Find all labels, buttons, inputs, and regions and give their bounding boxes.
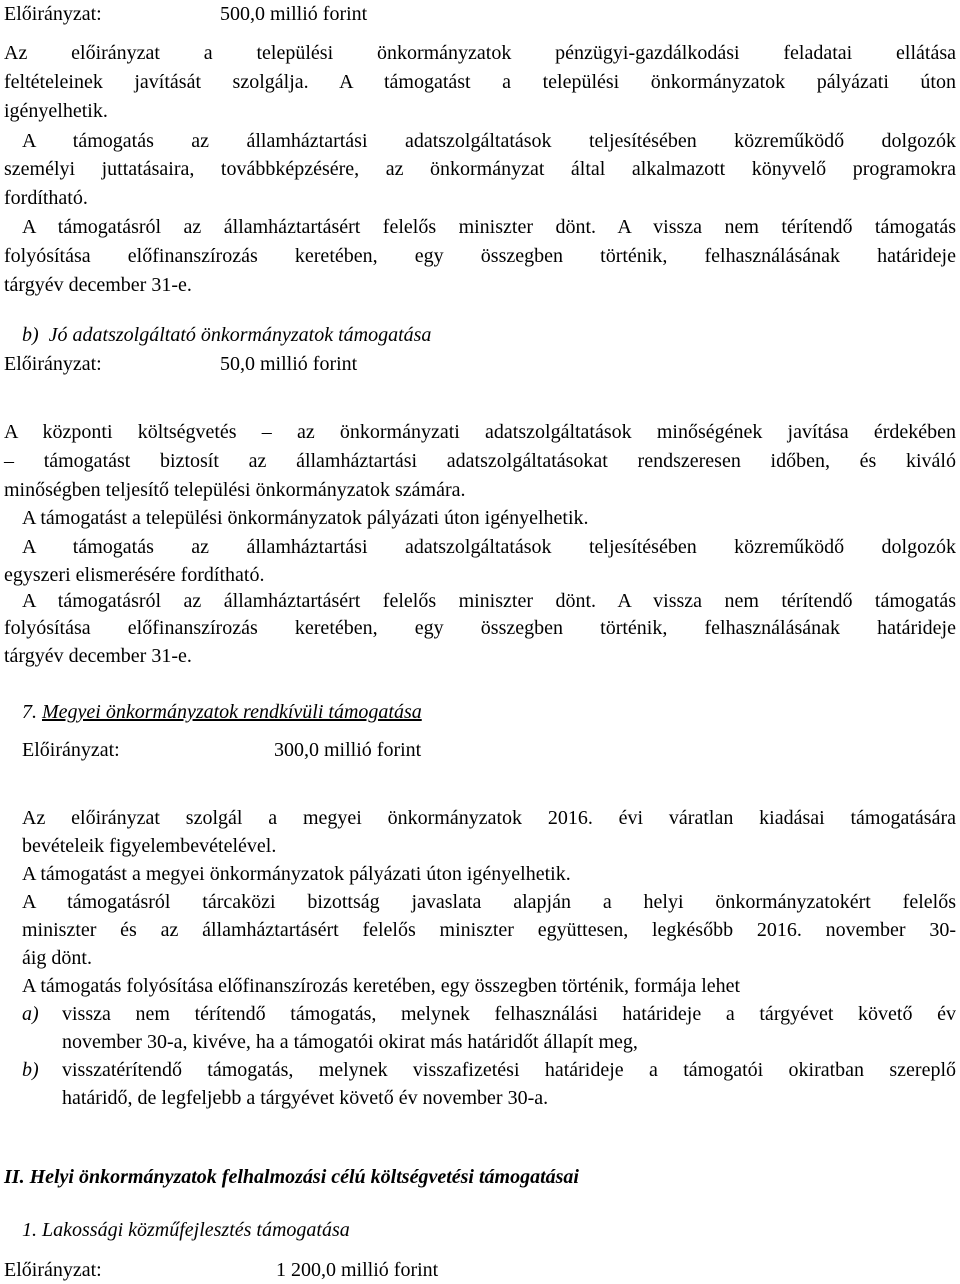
paragraph-line: A támogatás az államháztartási adatszolgáltatások teljesítésében közreműködő dolgozók (22, 536, 956, 558)
section-heading: b) Jó adatszolgáltató önkormányzatok támogatása (22, 324, 432, 346)
paragraph-line: minőségben teljesítő települési önkormányzatok számára. (4, 479, 466, 501)
paragraph-line: A támogatás folyósítása előfinanszírozás keretében, egy összegben történik, formája lehet (22, 975, 741, 997)
paragraph-line: Az előirányzat a települési önkormányzatok pénzügyi-gazdálkodási feladatai ellátása (4, 42, 956, 64)
paragraph-line: A támogatásról tárcaközi bizottság javaslata alapján a helyi önkormányzatokért felelős (22, 891, 956, 913)
appropriation-row (4, 352, 956, 376)
paragraph-line: tárgyév december 31-e. (4, 274, 192, 296)
appropriation-label: Előirányzat: (22, 739, 120, 761)
paragraph-line: Az előirányzat szolgál a megyei önkormányzatok 2016. évi váratlan kiadásai támogatására (22, 807, 956, 829)
section-title: Megyei önkormányzatok rendkívüli támogatása (42, 701, 422, 723)
paragraph-line: – támogatást biztosít az államháztartási adatszolgáltatásokat rendszeresen időben, és kiváló (4, 450, 956, 472)
appropriation-amount: 1 200,0 millió forint (276, 1259, 439, 1281)
paragraph-line: A támogatást a megyei önkormányzatok pályázati úton igényelhetik. (22, 863, 571, 885)
appropriation-label: Előirányzat: (4, 353, 102, 375)
section-heading (22, 700, 956, 724)
paragraph-line: A támogatásról az államháztartásért felelős miniszter dönt. A vissza nem térítendő támogatás (22, 216, 956, 238)
list-item-line: visszatérítendő támogatás, melynek visszafizetési határideje a támogatói okiratban szereplő (62, 1059, 956, 1081)
section-number: 7. (22, 701, 37, 723)
chapter-heading: II. Helyi önkormányzatok felhalmozási célú költségvetési támogatásai (4, 1166, 579, 1188)
appropriation-row (22, 738, 956, 762)
paragraph-line: A támogatást a települési önkormányzatok pályázati úton igényelhetik. (22, 507, 589, 529)
list-marker: b) (22, 1059, 39, 1081)
paragraph-line: feltételeinek javítását szolgálja. A támogatást a települési önkormányzatok pályázati úton (4, 71, 956, 93)
paragraph-line: miniszter és az államháztartásért felelős miniszter együttesen, legkésőbb 2016. november 30- (22, 919, 956, 941)
list-item-line: határidő, de legfeljebb a tárgyévet követő év november 30-a. (62, 1087, 549, 1109)
appropriation-amount: 300,0 millió forint (274, 739, 422, 761)
paragraph-line: bevételeik figyelembevételével. (22, 835, 277, 857)
paragraph-line: áig dönt. (22, 947, 92, 969)
paragraph-line: egyszeri elismerésére fordítható. (4, 564, 265, 586)
paragraph-line: folyósítása előfinanszírozás keretében, egy összegben történik, felhasználásának határideje (4, 245, 956, 267)
appropriation-amount: 500,0 millió forint (220, 3, 368, 25)
paragraph-line: A támogatás az államháztartási adatszolgáltatások teljesítésében közreműködő dolgozók (22, 130, 956, 152)
paragraph-line: személyi juttatásaira, továbbképzésére, az önkormányzat által alkalmazott könyvelő programokra (4, 158, 956, 180)
appropriation-row (4, 2, 956, 26)
paragraph-line: tárgyév december 31-e. (4, 645, 192, 667)
paragraph-line: igényelhetik. (4, 100, 108, 122)
appropriation-label: Előirányzat: (4, 3, 102, 25)
list-item-line: november 30-a, kivéve, ha a támogatói okirat más határidőt állapít meg, (62, 1031, 638, 1053)
paragraph-line: A központi költségvetés – az önkormányzati adatszolgáltatások minőségének javítása érdekében (4, 421, 956, 443)
list-marker: a) (22, 1003, 39, 1025)
paragraph-line: A támogatásról az államháztartásért felelős miniszter dönt. A vissza nem térítendő támogatás (22, 590, 956, 612)
list-item-line: vissza nem térítendő támogatás, melynek felhasználási határideje a tárgyévet követő év (62, 1003, 956, 1025)
paragraph-line: folyósítása előfinanszírozás keretében, egy összegben történik, felhasználásának határideje (4, 617, 956, 639)
appropriation-row (4, 1258, 956, 1282)
paragraph-line: fordítható. (4, 187, 88, 209)
appropriation-label: Előirányzat: (4, 1259, 102, 1281)
subsection-heading: 1. Lakossági közműfejlesztés támogatása (22, 1219, 350, 1241)
appropriation-amount: 50,0 millió forint (220, 353, 358, 375)
